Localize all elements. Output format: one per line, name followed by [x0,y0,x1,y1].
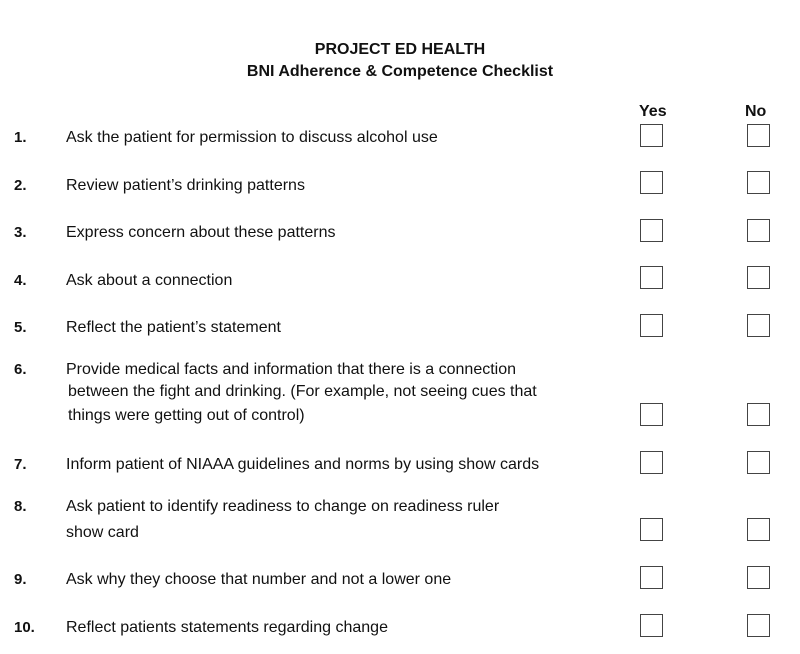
item-10-text: Reflect patients statements regarding change [66,619,388,636]
item-5-no-checkbox[interactable] [747,314,770,337]
item-8-no-checkbox[interactable] [747,518,770,541]
item-10-no-checkbox[interactable] [747,614,770,637]
item-10-number: 10. [14,619,35,636]
item-9-text: Ask why they choose that number and not a lower one [66,571,452,588]
item-1-yes-checkbox[interactable] [640,124,663,147]
item-8-yes-checkbox[interactable] [640,518,663,541]
item-2-text: Review patient’s drinking patterns [66,177,305,194]
item-1-text: Ask the patient for permission to discuss alcohol use [66,129,438,146]
item-7-number: 7. [14,456,27,473]
item-8-text-line-1: Ask patient to identify readiness to change on readiness ruler [66,498,500,515]
item-4-number: 4. [14,272,27,289]
yes-column-header: Yes [639,103,667,120]
item-6-no-checkbox[interactable] [747,403,770,426]
item-1-no-checkbox[interactable] [747,124,770,147]
item-6-text-line-3: things were getting out of control) [68,407,305,424]
no-column-header: No [745,103,767,120]
item-7-yes-checkbox[interactable] [640,451,663,474]
item-3-no-checkbox[interactable] [747,219,770,242]
item-3-number: 3. [14,224,27,241]
item-4-text: Ask about a connection [66,272,233,289]
item-6-yes-checkbox[interactable] [640,403,663,426]
item-5-number: 5. [14,319,27,336]
item-8-number: 8. [14,498,27,515]
page-title: PROJECT ED HEALTH [314,41,486,58]
item-2-yes-checkbox[interactable] [640,171,663,194]
item-3-yes-checkbox[interactable] [640,219,663,242]
item-8-text-line-2: show card [66,524,139,541]
item-4-no-checkbox[interactable] [747,266,770,289]
item-10-yes-checkbox[interactable] [640,614,663,637]
item-9-no-checkbox[interactable] [747,566,770,589]
item-3-text: Express concern about these patterns [66,224,336,241]
item-1-number: 1. [14,129,27,146]
item-4-yes-checkbox[interactable] [640,266,663,289]
item-2-no-checkbox[interactable] [747,171,770,194]
item-5-yes-checkbox[interactable] [640,314,663,337]
item-9-yes-checkbox[interactable] [640,566,663,589]
item-7-text: Inform patient of NIAAA guidelines and norms by using show cards [66,456,540,473]
item-2-number: 2. [14,177,27,194]
item-5-text: Reflect the patient’s statement [66,319,281,336]
page-subtitle: BNI Adherence & Competence Checklist [246,63,554,80]
item-6-number: 6. [14,361,27,378]
item-6-text-line-2: between the fight and drinking. (For example, not seeing cues that [68,383,537,400]
item-9-number: 9. [14,571,27,588]
item-7-no-checkbox[interactable] [747,451,770,474]
item-6-text-line-1: Provide medical facts and information that there is a connection [66,361,517,378]
